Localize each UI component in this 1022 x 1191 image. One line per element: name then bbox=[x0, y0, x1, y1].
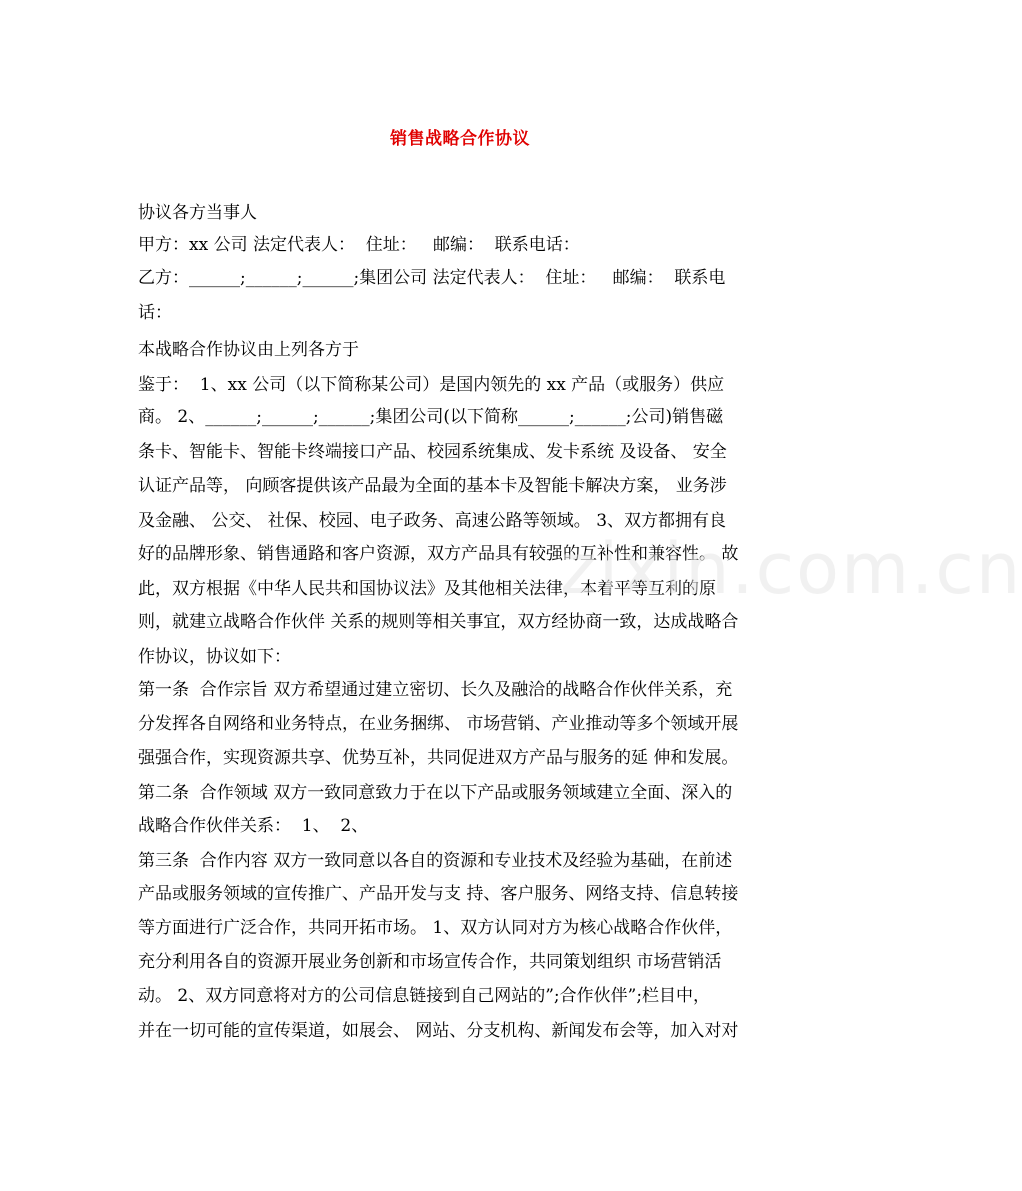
text-line: 产品或服务领域的宣传推广、产品开发与支 持、客户服务、网络支持、信息转接 bbox=[138, 884, 739, 904]
text-line: 认证产品等， 向顾客提供该产品最为全面的基本卡及智能卡解决方案， 业务涉 bbox=[138, 476, 727, 496]
text-line: 强强合作，实现资源共享、优势互补，共同促进双方产品与服务的延 伸和发展。 bbox=[138, 748, 739, 768]
text-line: 分发挥各自网络和业务特点，在业务捆绑、 市场营销、产业推动等多个领域开展 bbox=[138, 714, 739, 734]
text-line: 战略合作伙伴关系： 1、 2、 bbox=[138, 816, 369, 836]
text-line: 充分利用各自的资源开展业务创新和市场宣传合作，共同策划组织 市场营销活 bbox=[138, 952, 722, 972]
text-line: 第二条 合作领域 双方一致同意致力于在以下产品或服务领域建立全面、深入的 bbox=[138, 783, 733, 803]
text-line: 协议各方当事人 bbox=[138, 203, 257, 223]
text-line: 条卡、智能卡、智能卡终端接口产品、校园系统集成、发卡系统 及设备、 安全 bbox=[138, 442, 727, 462]
text-line: 第一条 合作宗旨 双方希望通过建立密切、长久及融洽的战略合作伙伴关系，充 bbox=[138, 680, 733, 700]
text-line: 好的品牌形象、销售通路和客户资源，双方产品具有较强的互补性和兼容性。 故 bbox=[138, 544, 739, 564]
watermark: zixin.com.cn bbox=[560, 528, 1022, 610]
text-line: 话： bbox=[138, 303, 172, 323]
text-line: 等方面进行广泛合作，共同开拓市场。 1、双方认同对方为核心战略合作伙伴， bbox=[138, 918, 733, 938]
text-line: 并在一切可能的宣传渠道，如展会、 网站、分支机构、新闻发布会等，加入对对 bbox=[138, 1021, 739, 1041]
text-line: 商。 2、______;______;______;集团公司(以下简称______;______;公司)销售磁 bbox=[138, 407, 724, 427]
document-title: 销售战略合作协议 bbox=[390, 129, 530, 149]
text-line: 第三条 合作内容 双方一致同意以各自的资源和专业技术及经验为基础，在前述 bbox=[138, 851, 733, 871]
text-line: 则，就建立战略合作伙伴 关系的规则等相关事宜，双方经协商一致，达成战略合 bbox=[138, 612, 739, 632]
text-line: 此，双方根据《中华人民共和国协议法》及其他相关法律，本着平等互利的原 bbox=[138, 579, 716, 599]
text-line: 及金融、 公交、 社保、校园、电子政务、高速公路等领域。 3、双方都拥有良 bbox=[138, 511, 727, 531]
text-line: 鉴于： 1、xx 公司（以下简称某公司）是国内领先的 xx 产品（或服务）供应 bbox=[138, 375, 725, 395]
text-line: 动。 2、双方同意将对方的公司信息链接到自己网站的”;合作伙伴”;栏目中， bbox=[138, 986, 711, 1006]
text-line: 本战略合作协议由上列各方于 bbox=[138, 340, 359, 360]
text-line: 甲方：xx 公司 法定代表人： 住址： 邮编： 联系电话： bbox=[138, 235, 580, 255]
text-line: 作协议，协议如下： bbox=[138, 647, 291, 667]
text-line: 乙方：______;______;______;集团公司 法定代表人： 住址： 邮编： 联系电 bbox=[138, 268, 726, 288]
